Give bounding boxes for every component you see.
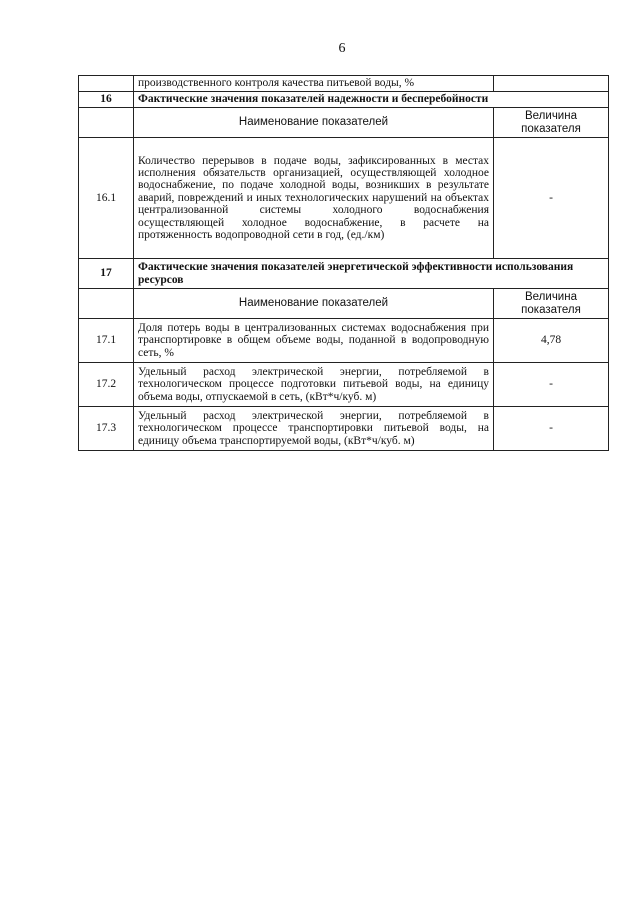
row-text: Удельный расход электрической энергии, потребляемой в технологическом процессе подготовки питьевой воды, на единицу объема воды, отпускаемой в сеть, (кВт*ч/куб. м)	[134, 363, 494, 407]
row-number: 17.2	[79, 363, 134, 407]
empty-number-header	[79, 289, 134, 319]
row-value: -	[494, 138, 609, 259]
name-column-header: Наименование показателей	[134, 108, 494, 138]
section-17-header-row	[79, 259, 609, 289]
row-text: производственного контроля качества питьевой воды, %	[134, 76, 494, 92]
row-value	[494, 76, 609, 92]
row-value: -	[494, 363, 609, 407]
row-number	[79, 76, 134, 92]
table-row-17-1	[79, 319, 609, 363]
section-16-column-headers	[79, 108, 609, 138]
row-number: 17.3	[79, 407, 134, 451]
row-text: Количество перерывов в подаче воды, зафиксированных в местах исполнения обязательств организацией, осуществляющей холодное водоснабжение, по подаче холодной воды, возникших в результате аварий, повреждений и иных технологических нарушений на объектах централизованной системы холодного водоснабжения осуществляющей холодное водоснабжение, в расчете на протяженность водопроводной сети в год, (ед./км)	[134, 138, 494, 259]
table-row-continuation	[79, 76, 609, 92]
name-column-header: Наименование показателей	[134, 289, 494, 319]
section-17-column-headers	[79, 289, 609, 319]
table-row-17-3	[79, 407, 609, 451]
table-row-16-1	[79, 138, 609, 259]
row-number: 17.1	[79, 319, 134, 363]
row-text: Доля потерь воды в централизованных системах водоснабжения при транспортировке в общем объеме воды, поданной в водопроводную сеть, %	[134, 319, 494, 363]
indicators-table	[78, 75, 609, 451]
value-column-header: Величина показателя	[494, 108, 609, 138]
page-number: 6	[338, 41, 346, 56]
section-title: Фактические значения показателей надежности и бесперебойности	[134, 92, 609, 108]
row-value: 4,78	[494, 319, 609, 363]
table-row-17-2	[79, 363, 609, 407]
section-number: 16	[79, 92, 134, 108]
empty-number-header	[79, 108, 134, 138]
section-title: Фактические значения показателей энергетической эффективности использования ресурсов	[134, 259, 609, 289]
row-number: 16.1	[79, 138, 134, 259]
section-number: 17	[79, 259, 134, 289]
row-value: -	[494, 407, 609, 451]
value-column-header: Величина показателя	[494, 289, 609, 319]
section-16-header-row	[79, 92, 609, 108]
row-text: Удельный расход электрической энергии, потребляемой в технологическом процессе транспортировки питьевой воды, на единицу объема транспортируемой воды, (кВт*ч/куб. м)	[134, 407, 494, 451]
